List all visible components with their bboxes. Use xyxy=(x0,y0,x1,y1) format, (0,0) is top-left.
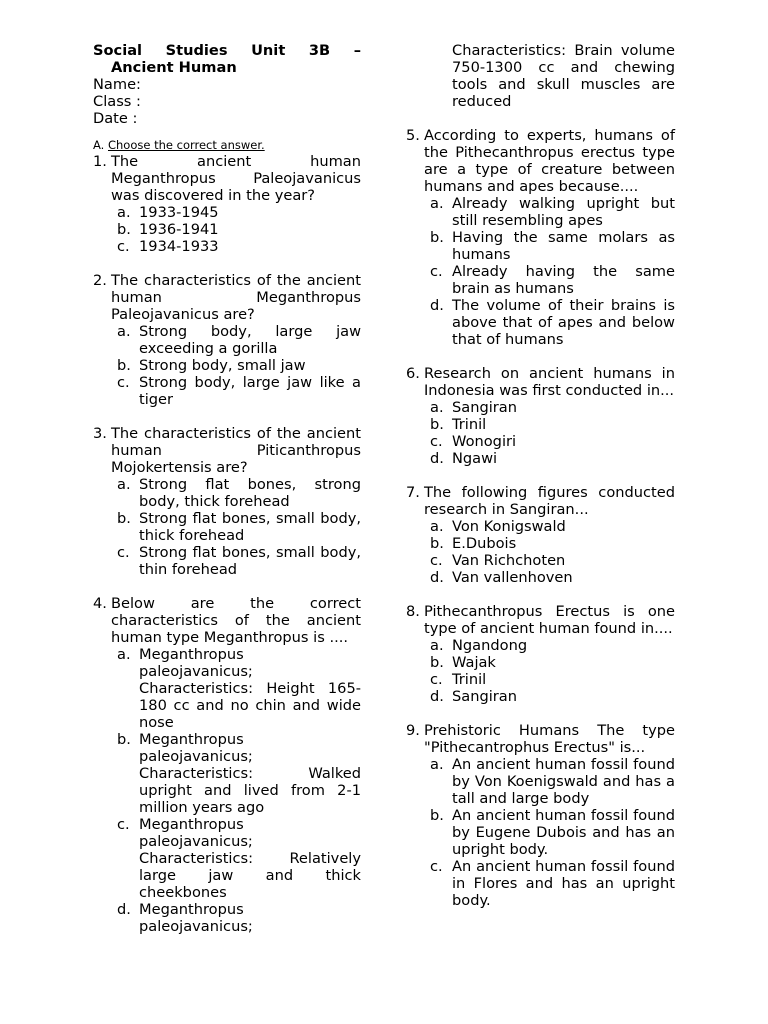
section-instruction: Choose the correct answer. xyxy=(107,138,265,152)
option-text: Strong body, small jaw xyxy=(139,357,306,374)
option-text: E.Dubois xyxy=(452,535,517,552)
question xyxy=(93,425,361,476)
answer-option xyxy=(93,476,361,510)
answer-option xyxy=(406,195,675,229)
question-text: The ancient human Meganthropus Paleojavanicus was discovered in the year? xyxy=(111,153,361,204)
question xyxy=(406,603,675,637)
question xyxy=(406,365,675,399)
option-letter: d. xyxy=(430,569,444,586)
question-number: 1. xyxy=(93,153,107,170)
option-text: 1934-1933 xyxy=(139,238,219,255)
option-letter: a. xyxy=(117,323,131,340)
answer-option xyxy=(406,450,675,467)
option-text: Meganthropus paleojavanicus; Characteristics: Walked upright and lived from 2-1 million years ago xyxy=(139,731,361,816)
question-block xyxy=(406,484,675,603)
option-letter: b. xyxy=(117,357,131,374)
option-text: Strong flat bones, strong body, thick forehead xyxy=(139,476,361,510)
question-text: The following figures conducted research in Sangiran... xyxy=(424,484,675,518)
spacer xyxy=(93,255,361,272)
option-text: Van vallenhoven xyxy=(452,569,573,586)
answer-option xyxy=(93,901,361,935)
left-question-list xyxy=(93,153,361,935)
option-text: Having the same molars as humans xyxy=(452,229,675,263)
option-letter: d. xyxy=(117,901,131,918)
answer-option xyxy=(406,433,675,450)
date-field-label: Date : xyxy=(93,110,138,127)
option-text: 1933-1945 xyxy=(139,204,219,221)
answer-option xyxy=(406,535,675,552)
question-block xyxy=(406,365,675,484)
option-letter: a. xyxy=(430,518,444,535)
spacer xyxy=(406,348,675,365)
answer-option xyxy=(93,544,361,578)
question-number: 8. xyxy=(406,603,420,620)
option-letter: c. xyxy=(430,552,443,569)
option-text: An ancient human fossil found in Flores and has an upright body. xyxy=(452,858,675,909)
answer-option xyxy=(406,518,675,535)
option-text: An ancient human fossil found by Eugene Dubois and has an upright body. xyxy=(452,807,675,858)
option-text: Strong flat bones, small body, thin forehead xyxy=(139,544,361,578)
option-text: Meganthropus paleojavanicus; Characteristics: Relatively large jaw and thick cheekbones xyxy=(139,816,361,901)
answer-option xyxy=(406,807,675,858)
option-letter: d. xyxy=(430,450,444,467)
option-letter: a. xyxy=(430,637,444,654)
answer-option xyxy=(93,731,361,816)
option-letter: c. xyxy=(430,433,443,450)
option-letter: a. xyxy=(117,204,131,221)
option-text: Trinil xyxy=(452,671,487,688)
question-text: The characteristics of the ancient human Piticanthropus Mojokertensis are? xyxy=(111,425,361,476)
question-block xyxy=(93,425,361,595)
option-letter: c. xyxy=(117,238,130,255)
question-4d-continuation: Characteristics: Brain volume 750-1300 cc and chewing tools and skull muscles are reduced xyxy=(452,42,675,110)
question xyxy=(406,722,675,756)
question-number: 6. xyxy=(406,365,420,382)
question-text: Pithecanthropus Erectus is one type of ancient human found in.... xyxy=(424,603,675,637)
option-letter: b. xyxy=(117,510,131,527)
question-block xyxy=(93,153,361,272)
option-letter: a. xyxy=(430,756,444,773)
answer-option xyxy=(93,816,361,901)
option-text: Strong body, large jaw like a tiger xyxy=(139,374,361,408)
spacer xyxy=(406,705,675,722)
question-number: 5. xyxy=(406,127,420,144)
option-letter: c. xyxy=(117,816,130,833)
answer-option xyxy=(406,637,675,654)
answer-option xyxy=(406,671,675,688)
answer-option xyxy=(93,204,361,221)
option-text: 1936-1941 xyxy=(139,221,219,238)
option-text: Ngandong xyxy=(452,637,528,654)
right-question-list xyxy=(406,127,675,909)
question-text: The characteristics of the ancient human Meganthropus Paleojavanicus are? xyxy=(111,272,361,323)
question-number: 4. xyxy=(93,595,107,612)
answer-option xyxy=(93,221,361,238)
answer-option xyxy=(93,374,361,408)
question xyxy=(406,127,675,195)
option-text: Wajak xyxy=(452,654,496,671)
option-letter: c. xyxy=(430,671,443,688)
spacer xyxy=(406,586,675,603)
question-block xyxy=(93,595,361,935)
answer-option xyxy=(406,399,675,416)
question-text: Research on ancient humans in Indonesia was first conducted in... xyxy=(424,365,675,399)
left-column xyxy=(93,42,361,935)
option-text: Strong body, large jaw exceeding a gorilla xyxy=(139,323,361,357)
spacer xyxy=(406,467,675,484)
name-field-label: Name: xyxy=(93,76,141,93)
spacer xyxy=(406,110,675,127)
answer-option xyxy=(93,357,361,374)
option-text: The volume of their brains is above that of apes and below that of humans xyxy=(452,297,675,348)
question-text: According to experts, humans of the Pithecanthropus erectus type are a type of creature between humans and apes because.... xyxy=(424,127,675,195)
question-block xyxy=(406,603,675,722)
answer-option xyxy=(93,323,361,357)
section-letter: A. xyxy=(93,138,105,152)
answer-option xyxy=(406,297,675,348)
answer-option xyxy=(93,646,361,731)
answer-option xyxy=(93,510,361,544)
question-block xyxy=(93,272,361,425)
question-text: Prehistoric Humans The type "Pithecantrophus Erectus" is... xyxy=(424,722,675,756)
question-text: Below are the correct characteristics of the ancient human type Meganthropus is .... xyxy=(111,595,361,646)
spacer xyxy=(93,408,361,425)
option-letter: c. xyxy=(117,374,130,391)
question xyxy=(93,272,361,323)
spacer xyxy=(93,578,361,595)
question-block xyxy=(406,127,675,365)
option-letter: c. xyxy=(430,263,443,280)
question xyxy=(93,595,361,646)
answer-option xyxy=(93,238,361,255)
question xyxy=(93,153,361,204)
option-text: Already walking upright but still resembling apes xyxy=(452,195,675,229)
question-number: 7. xyxy=(406,484,420,501)
option-text: Wonogiri xyxy=(452,433,517,450)
answer-option xyxy=(406,552,675,569)
option-letter: b. xyxy=(430,535,444,552)
option-text: Strong flat bones, small body, thick forehead xyxy=(139,510,361,544)
option-letter: c. xyxy=(117,544,130,561)
answer-option xyxy=(406,688,675,705)
option-letter: a. xyxy=(430,195,444,212)
option-letter: a. xyxy=(117,646,131,663)
answer-option xyxy=(406,416,675,433)
option-text: Van Richchoten xyxy=(452,552,566,569)
answer-option xyxy=(406,569,675,586)
option-text: Ngawi xyxy=(452,450,498,467)
answer-option xyxy=(406,263,675,297)
option-text: Sangiran xyxy=(452,688,517,705)
option-text: Already having the same brain as humans xyxy=(452,263,675,297)
option-text: Meganthropus paleojavanicus; xyxy=(139,901,253,935)
answer-option xyxy=(406,756,675,807)
option-letter: b. xyxy=(117,731,131,748)
section-heading xyxy=(93,138,361,153)
option-text: Trinil xyxy=(452,416,487,433)
option-letter: b. xyxy=(430,416,444,433)
option-text: Sangiran xyxy=(452,399,517,416)
option-text: Meganthropus paleojavanicus; Characteristics: Height 165-180 cc and no chin and wide nose xyxy=(139,646,361,731)
question-number: 2. xyxy=(93,272,107,289)
answer-option xyxy=(406,654,675,671)
option-letter: b. xyxy=(430,807,444,824)
option-letter: d. xyxy=(430,688,444,705)
class-field-label: Class : xyxy=(93,93,141,110)
worksheet-title: Social Studies Unit 3B – xyxy=(93,42,361,59)
option-letter: d. xyxy=(430,297,444,314)
answer-option xyxy=(406,229,675,263)
option-letter: a. xyxy=(117,476,131,493)
question-block xyxy=(406,722,675,909)
option-letter: c. xyxy=(430,858,443,875)
option-letter: a. xyxy=(430,399,444,416)
right-column xyxy=(406,42,675,909)
option-letter: b. xyxy=(430,229,444,246)
worksheet-subtitle: Ancient Human xyxy=(111,59,237,76)
option-text: Von Konigswald xyxy=(452,518,566,535)
question-number: 3. xyxy=(93,425,107,442)
option-text: An ancient human fossil found by Von Koenigswald and has a tall and large body xyxy=(452,756,675,807)
answer-option xyxy=(406,858,675,909)
question xyxy=(406,484,675,518)
option-letter: b. xyxy=(117,221,131,238)
option-letter: b. xyxy=(430,654,444,671)
question-number: 9. xyxy=(406,722,420,739)
